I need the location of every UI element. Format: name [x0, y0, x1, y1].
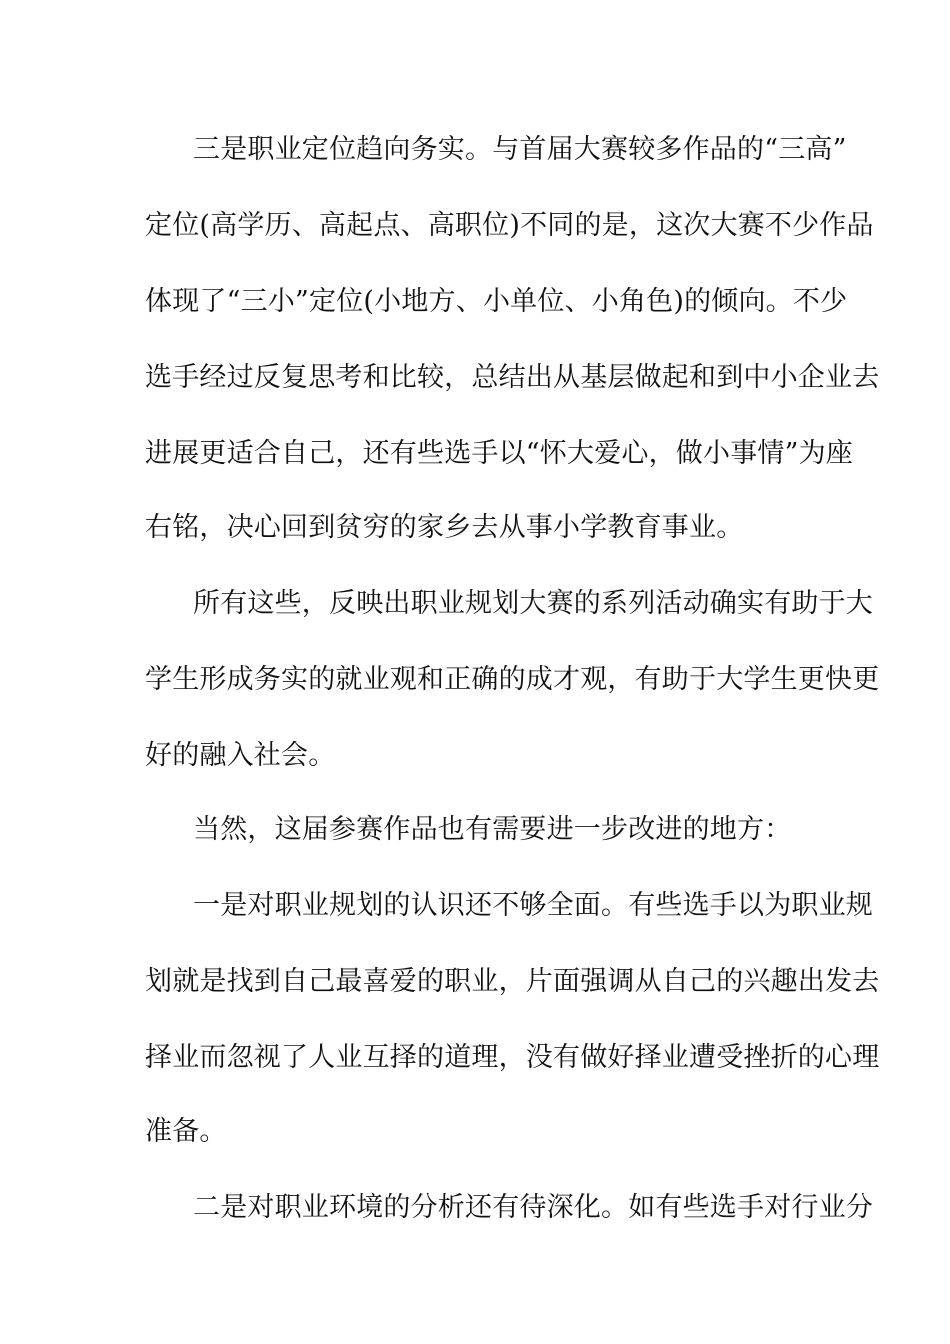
paragraph-2-line-3: 好的融入社会。 — [145, 740, 336, 771]
paragraph-3-line-1: 当然，这届参赛作品也有需要进一步改进的地方： — [193, 814, 792, 845]
paragraph-1-line-4: 选手经过反复思考和比较，总结出从基层做起和到中小企业去 — [145, 362, 880, 393]
paragraph-4-line-3: 择业而忽视了人业互择的道理，没有做好择业遭受挫折的心理 — [145, 1042, 880, 1073]
paragraph-2-line-1: 所有这些，反映出职业规划大赛的系列活动确实有助于大 — [193, 588, 873, 619]
paragraph-4-line-4: 准备。 — [145, 1116, 227, 1147]
paragraph-1-line-5: 进展更适合自己，还有些选手以“怀大爱心，做小事情”为座 — [145, 438, 854, 469]
paragraph-4-line-1: 一是对职业规划的认识还不够全面。有些选手以为职业规 — [193, 890, 873, 921]
paragraph-1-line-3: 体现了“三小”定位(小地方、小单位、小角色)的倾向。不少 — [145, 286, 848, 317]
paragraph-5-line-1: 二是对职业环境的分析还有待深化。如有些选手对行业分 — [193, 1192, 873, 1223]
paragraph-1-line-2: 定位(高学历、高起点、高职位)不同的是，这次大赛不少作品 — [145, 210, 874, 241]
paragraph-1-line-6: 右铭，决心回到贫穷的家乡去从事小学教育事业。 — [145, 512, 744, 543]
paragraph-1-line-1: 三是职业定位趋向务实。与首届大赛较多作品的“三高” — [193, 134, 847, 165]
paragraph-4-line-2: 划就是找到自己最喜爱的职业，片面强调从自己的兴趣出发去 — [145, 966, 880, 997]
paragraph-2-line-2: 学生形成务实的就业观和正确的成才观，有助于大学生更快更 — [145, 664, 880, 695]
